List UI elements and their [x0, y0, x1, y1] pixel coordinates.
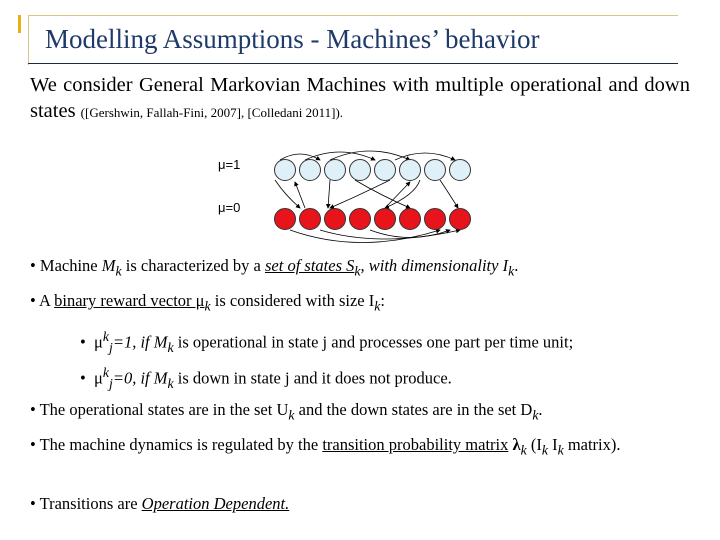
s1-sup: k: [102, 329, 109, 344]
slide-title: Modelling Assumptions - Machines’ behavior: [45, 24, 540, 54]
s1-rest1: =1, if M: [112, 332, 168, 352]
b1-end-sub: k: [508, 263, 515, 279]
down-state-node: [325, 209, 346, 230]
operational-state-node: [275, 160, 296, 181]
b2-mid: is considered with size I: [210, 291, 375, 310]
b4-sub3: k: [557, 442, 564, 458]
b2-end-sub: k: [374, 298, 381, 314]
b2-end: :: [380, 291, 385, 310]
b3-sub2: k: [532, 407, 539, 423]
mu-up-label: μ=1: [218, 157, 241, 172]
intro-paragraph: [30, 72, 690, 126]
b4-link: transition probability matrix: [322, 435, 509, 454]
b4-mid2: I: [547, 435, 558, 454]
s2-rest2: is down in state j and it does not produce.: [173, 368, 452, 388]
intro-text: We consider General Markovian Machines with multiple operational and down states: [30, 74, 690, 122]
b5-link: Operation Dependent.: [141, 494, 290, 513]
bullet-state-sets: [30, 399, 695, 425]
down-state-node: [375, 209, 396, 230]
s2-mu: μ: [94, 368, 103, 388]
s1-rest1-sub: k: [167, 339, 174, 355]
state-diagram: [180, 150, 480, 250]
s1-rest2: is operational in state j and processes one part per time unit;: [173, 332, 574, 352]
operational-state-node: [425, 160, 446, 181]
b1-link: [265, 256, 361, 279]
b4-lambda-sub: k: [520, 442, 527, 458]
down-state-node: [275, 209, 296, 230]
operational-state-node: [325, 160, 346, 181]
s2-dot: •: [80, 368, 86, 388]
s1-dot: •: [80, 332, 86, 352]
b4-mid: (I: [526, 435, 542, 454]
bullet-state-set: [30, 255, 695, 281]
s2-sup: k: [102, 365, 109, 380]
frame-accent: [18, 15, 31, 33]
b4-prefix: • The machine dynamics is regulated by the: [30, 435, 323, 454]
b4-end: matrix).: [563, 435, 621, 454]
b5-prefix: • Transitions are: [30, 494, 142, 513]
b1-end: .: [514, 256, 519, 275]
intro-citation: ([Gershwin, Fallah-Fini, 2007], [Colledani 2011]).: [80, 105, 344, 120]
down-state-node: [425, 209, 446, 230]
b2-link: [54, 291, 211, 314]
b3-sub1: k: [288, 407, 295, 423]
b1-link-text: set of states S: [265, 256, 355, 275]
sub-bullet-operational: [80, 326, 573, 358]
b3-mid: and the down states are in the set D: [294, 400, 533, 419]
b2-link-text: binary reward vector μ: [54, 291, 205, 310]
b1-mid2: , with dimensionality I: [360, 256, 509, 275]
s2-sub: j: [109, 375, 113, 391]
s1-sub: j: [109, 339, 113, 355]
operational-state-node: [375, 160, 396, 181]
s1-mu: μ: [94, 332, 103, 352]
down-state-node: [350, 209, 371, 230]
s2-rest1-sub: k: [167, 375, 174, 391]
down-state-node: [400, 209, 421, 230]
down-state-node: [300, 209, 321, 230]
title-rule: [28, 63, 678, 64]
b1-mid1: is characterized by a: [121, 256, 266, 275]
b1-k: k: [115, 263, 122, 279]
b3-prefix: • The operational states are in the set U: [30, 400, 289, 419]
bullet-operation-dependent: [30, 493, 695, 514]
bullet-reward-vector: [30, 290, 695, 316]
b4-sub2: k: [541, 442, 548, 458]
down-states: [275, 209, 471, 230]
bullet-transition-matrix: [30, 434, 695, 460]
down-state-node: [450, 209, 471, 230]
b2-prefix: • A: [30, 291, 55, 310]
b4-lambda: λ: [508, 435, 521, 454]
b1-link-sub: k: [354, 263, 361, 279]
mu-down-label: μ=0: [218, 200, 241, 215]
b1-prefix: • Machine: [30, 256, 102, 275]
operational-state-node: [300, 160, 321, 181]
operational-state-node: [350, 160, 371, 181]
b2-link-sub: k: [204, 298, 211, 314]
sub-bullet-down: [80, 362, 452, 394]
b1-m: M: [101, 256, 116, 275]
s2-rest1: =0, if M: [112, 368, 168, 388]
b3-end: .: [538, 400, 543, 419]
operational-states: [275, 160, 471, 181]
operational-state-node: [400, 160, 421, 181]
frame-top-line: [28, 15, 678, 16]
operational-state-node: [450, 160, 471, 181]
